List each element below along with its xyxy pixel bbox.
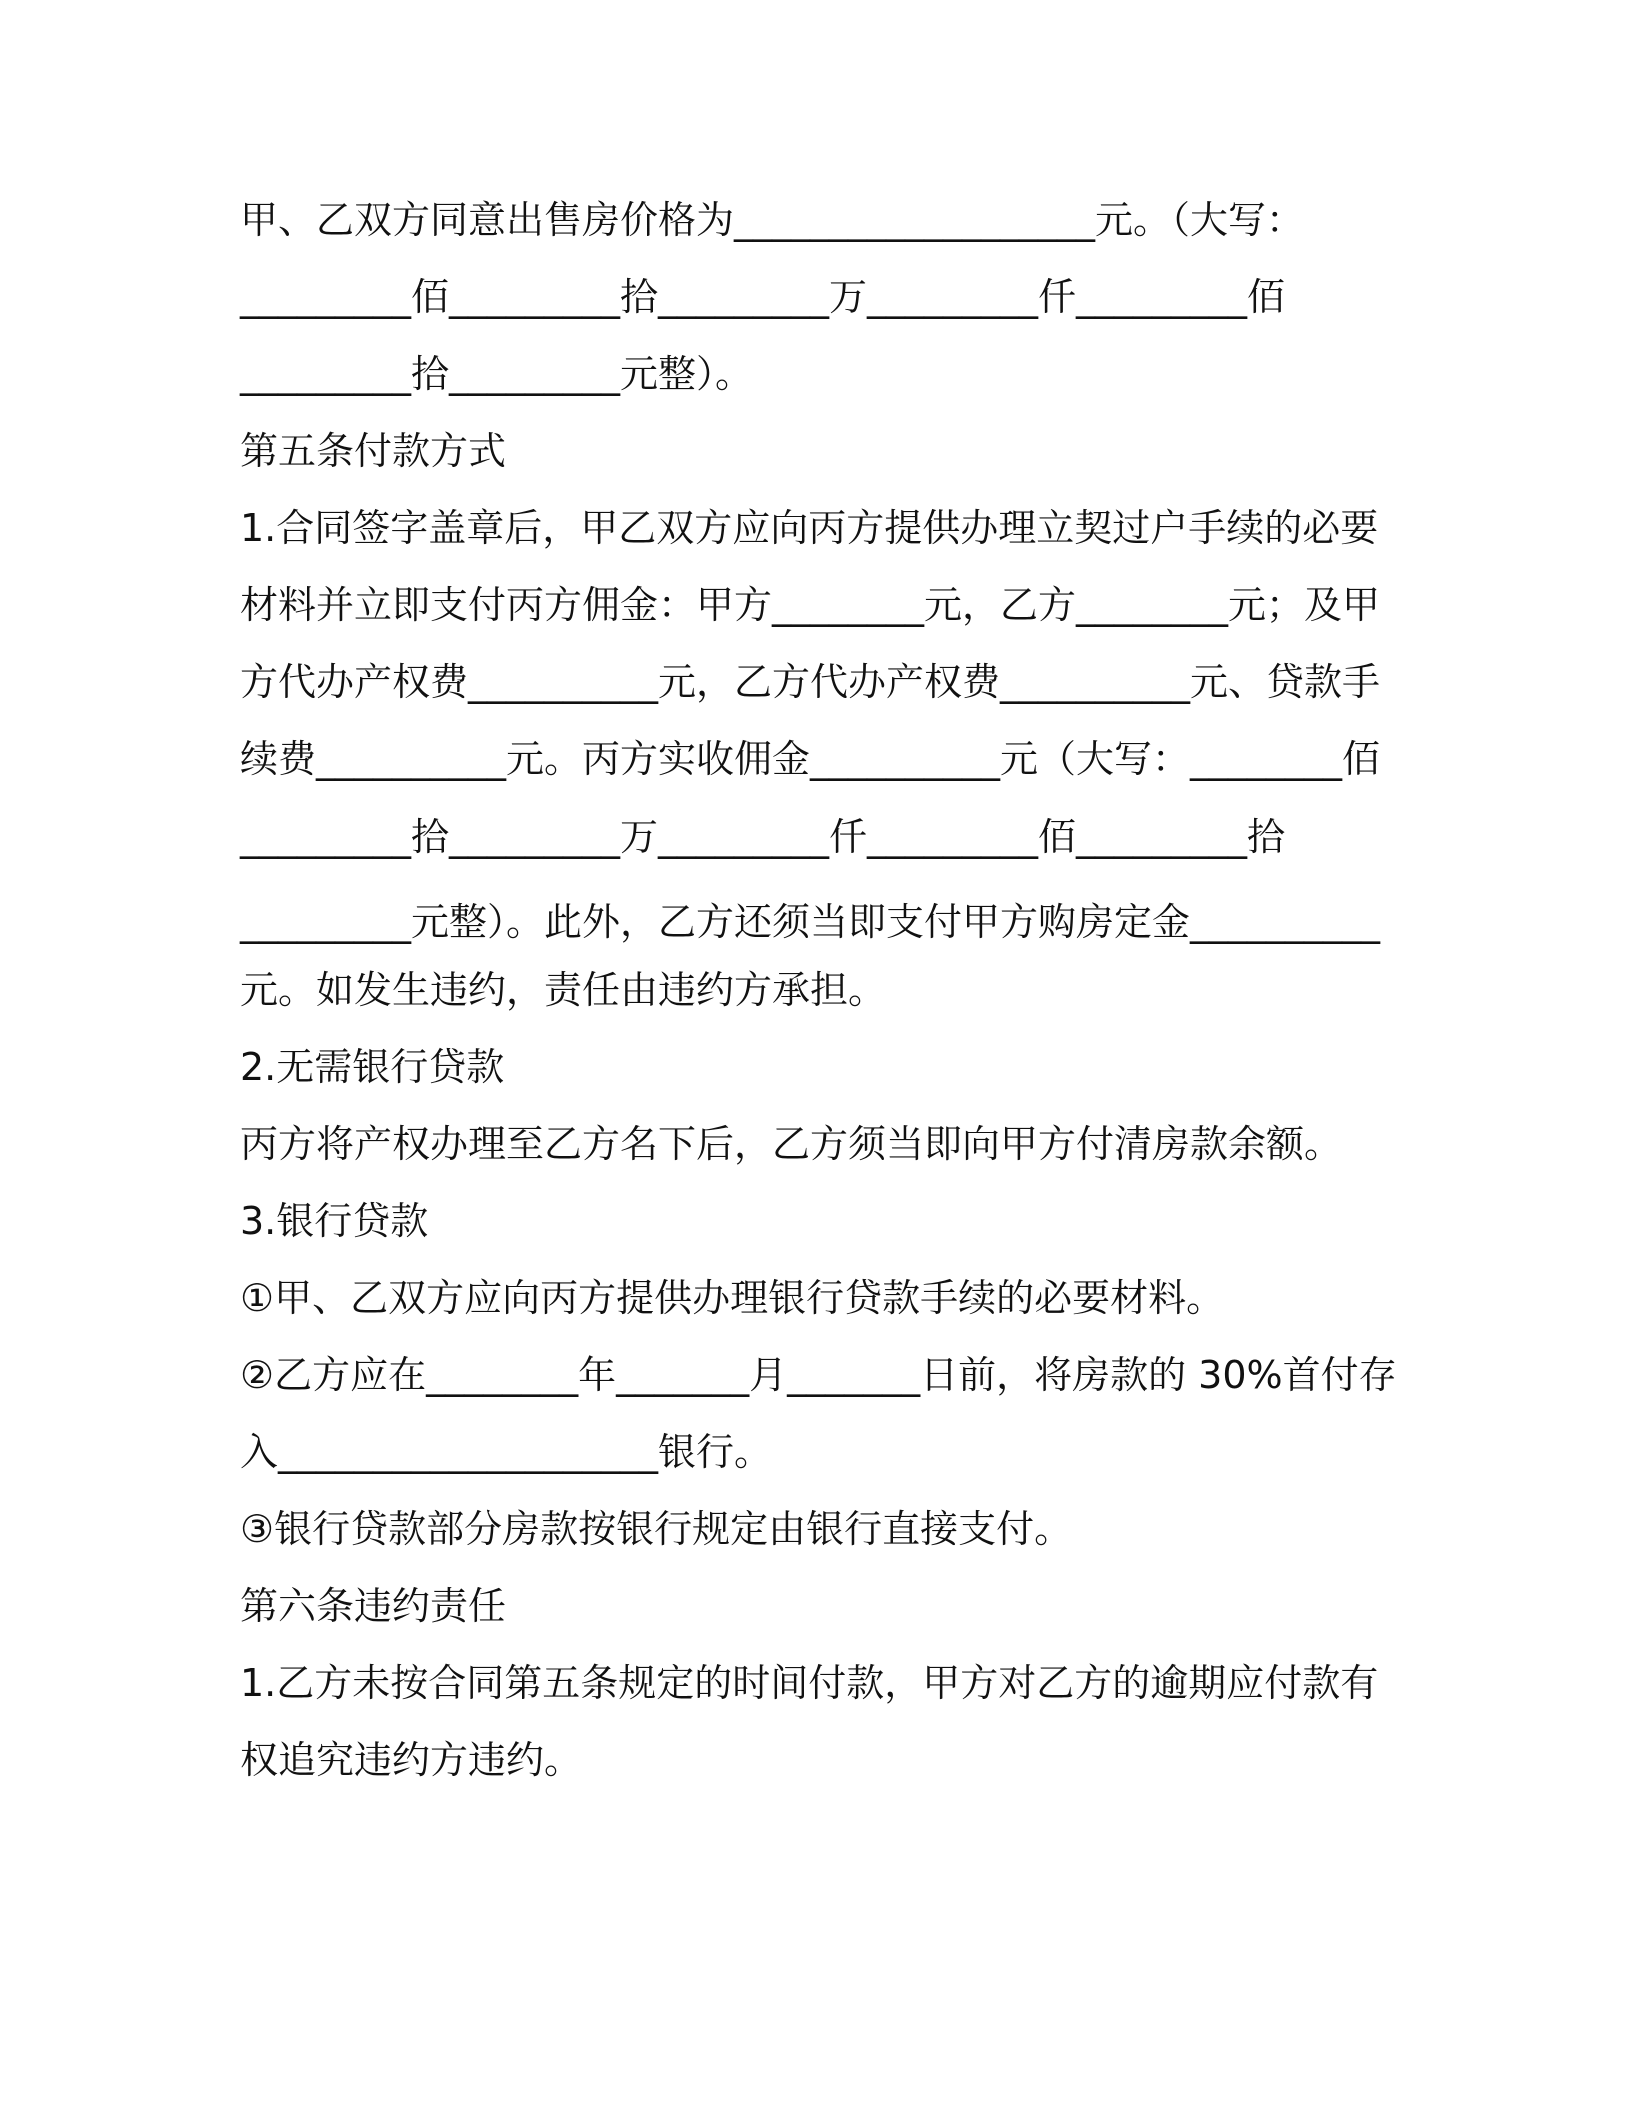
text-line: _________元整）。此外，乙方还须当即支付甲方购房定金__________ [240,900,1381,944]
section-heading: 第六条违约责任 [240,1584,507,1628]
text-line: 丙方将产权办理至乙方名下后，乙方须当即向甲方付清房款余额。 [240,1122,1343,1166]
text-line: 元。如发生违约，责任由违约方承担。 [240,968,887,1012]
subsection-heading: 3.银行贷款 [240,1199,429,1243]
text-line: 入____________________银行。 [240,1430,773,1474]
text-line: 材料并立即支付丙方佣金：甲方________元，乙方________元；及甲 [240,583,1381,627]
text-line: 1.合同签字盖章后，甲乙双方应向丙方提供办理立契过户手续的必要 [240,506,1379,550]
text-line: ③银行贷款部分房款按银行规定由银行直接支付。 [240,1507,1073,1551]
text-line: _________拾_________万_________仟_________佰_________拾 [240,815,1286,859]
text-line: 续费__________元。丙方实收佣金__________元（大写：________佰 [240,737,1381,781]
text-line: 1.乙方未按合同第五条规定的时间付款，甲方对乙方的逾期应付款有 [240,1661,1379,1705]
text-line: 权追究违约方违约。 [240,1738,583,1782]
text-line: ①甲、乙双方应向丙方提供办理银行贷款手续的必要材料。 [240,1276,1225,1320]
text-line: _________拾_________元整）。 [240,352,754,396]
subsection-heading: 2.无需银行贷款 [240,1045,505,1089]
text-line: _________佰_________拾_________万_________仟_________佰 [240,275,1286,319]
text-line: 方代办产权费__________元，乙方代办产权费__________元、贷款手 [240,660,1381,704]
text-line: 甲、乙双方同意出售房价格为___________________元。（大写： [240,198,1305,242]
text-line: ②乙方应在________年_______月_______日前，将房款的 30%首付存 [240,1353,1397,1397]
section-heading: 第五条付款方式 [240,429,507,473]
